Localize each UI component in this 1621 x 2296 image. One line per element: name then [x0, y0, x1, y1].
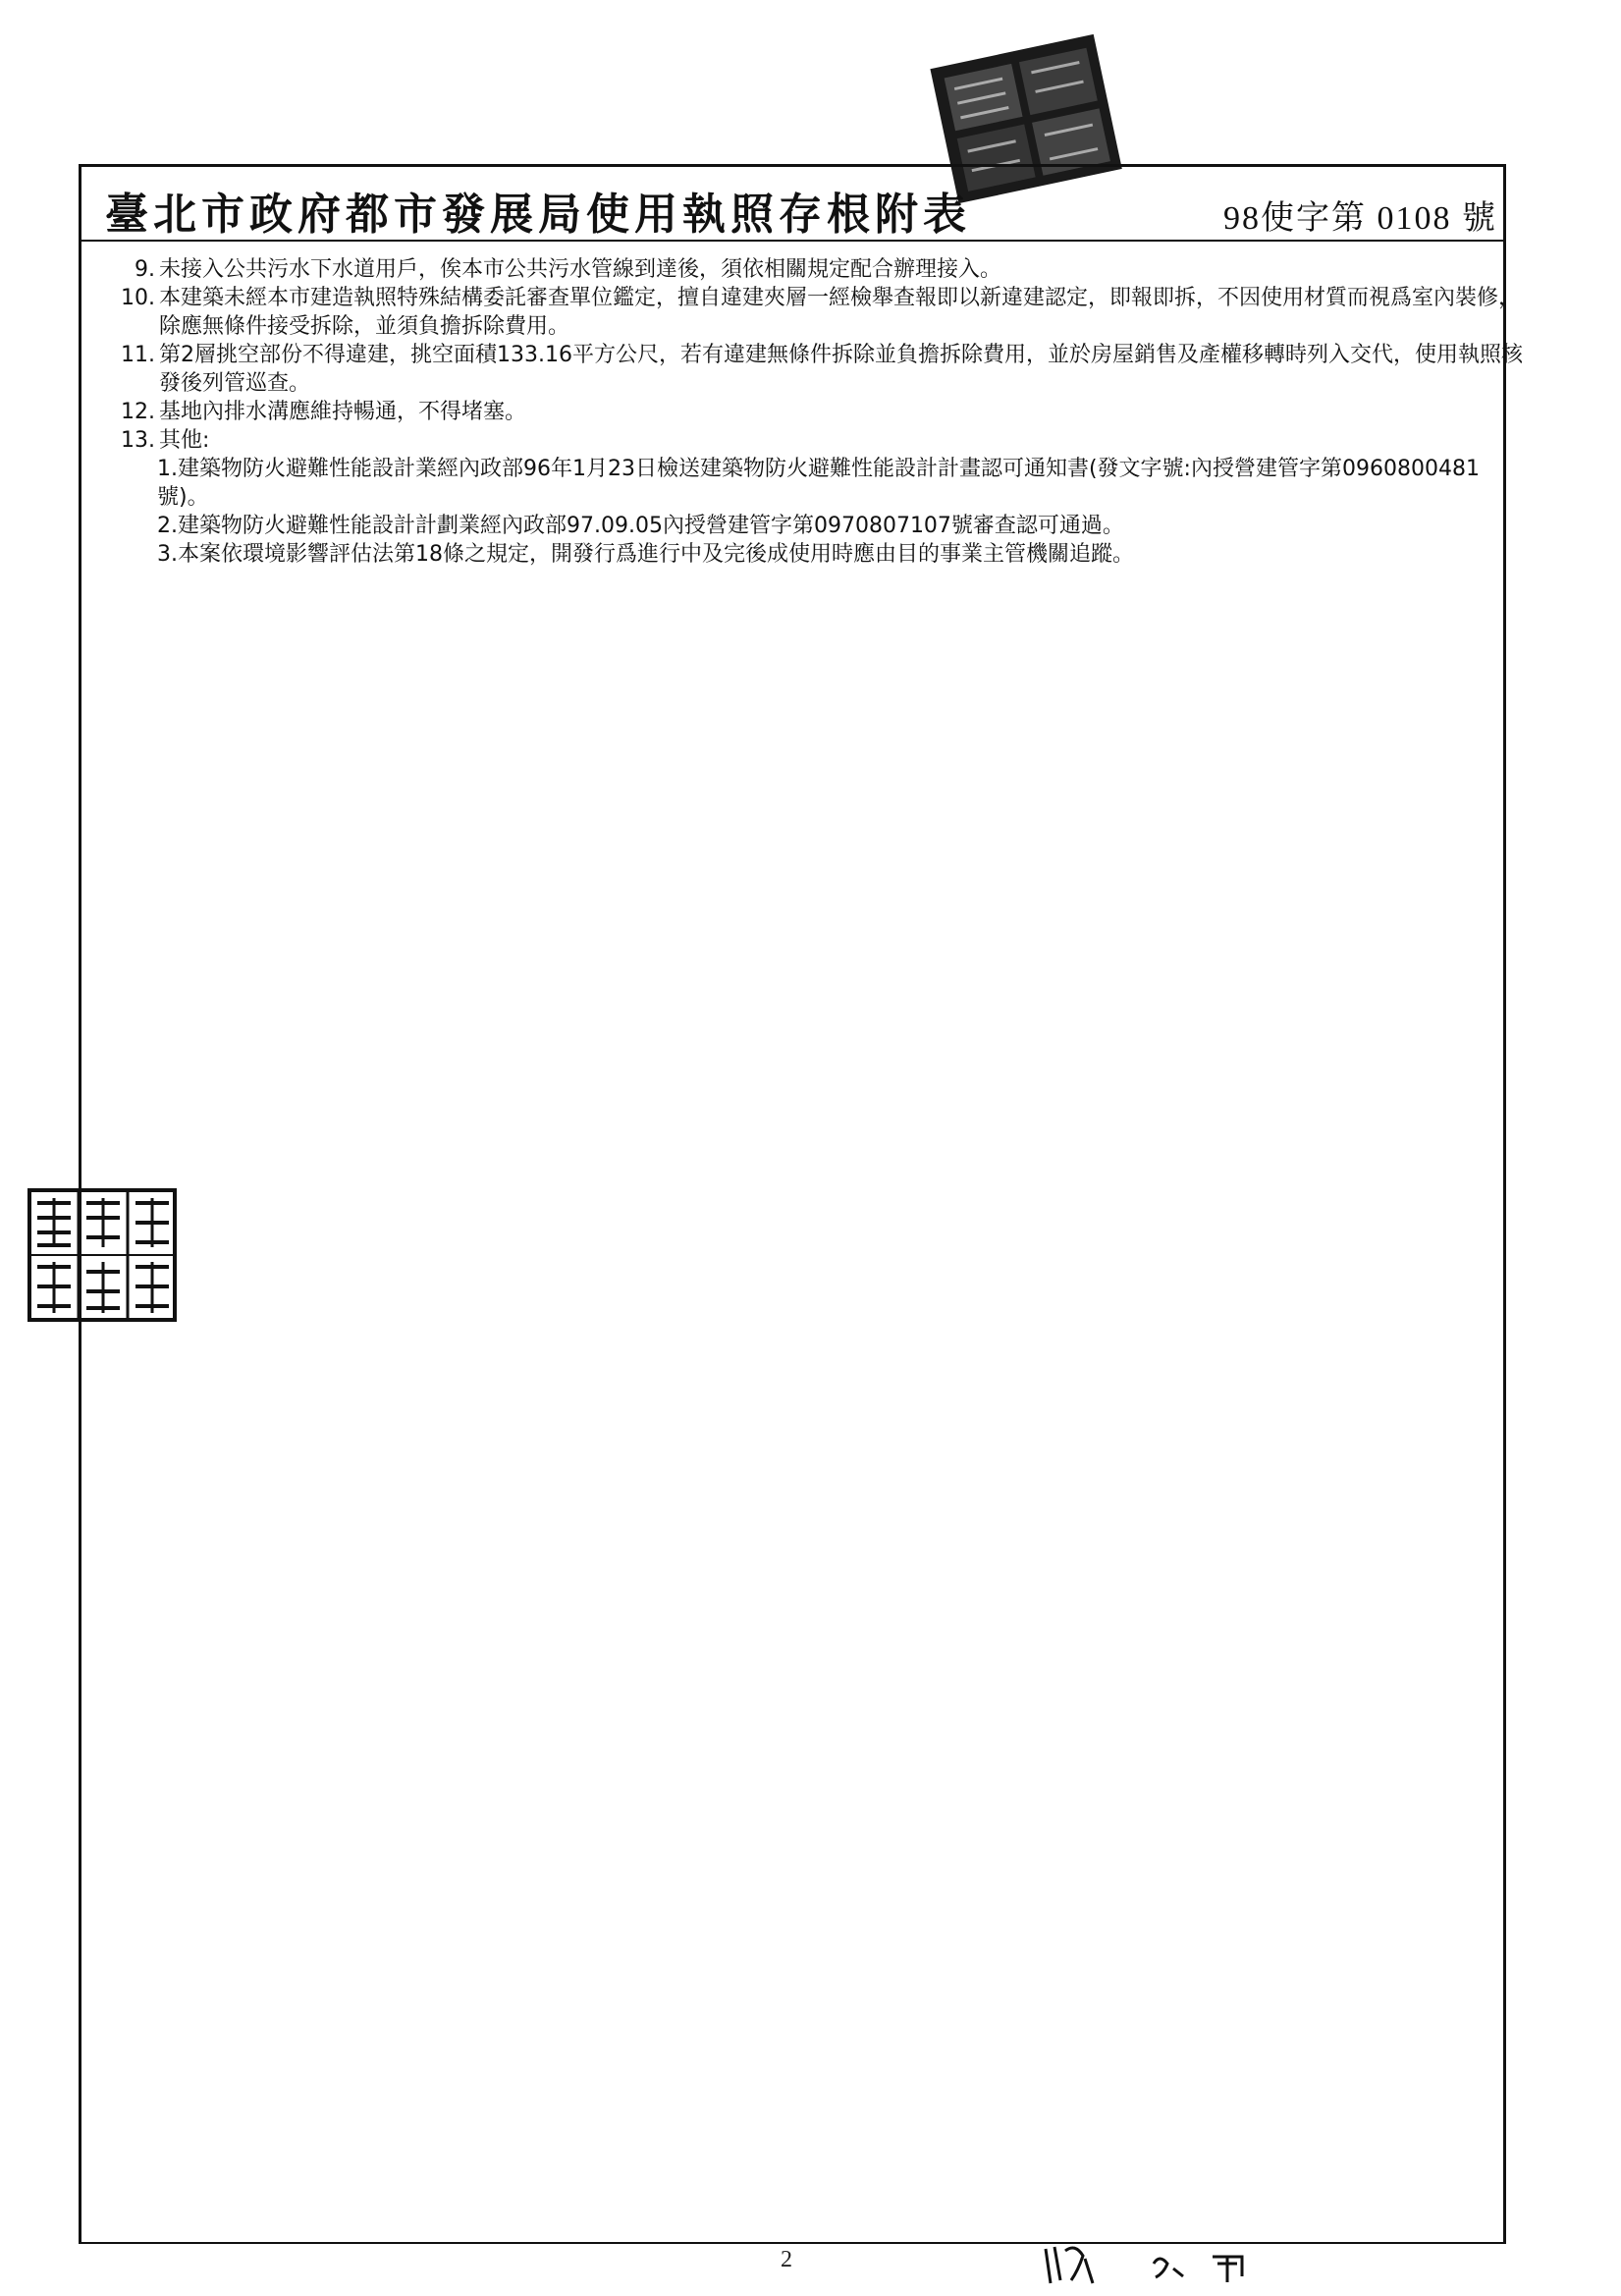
item-number: 12. — [121, 400, 155, 424]
list-item — [118, 398, 1528, 426]
handwritten-signature — [1041, 2239, 1276, 2288]
list-item — [118, 426, 1528, 455]
item-text: 未接入公共污水下水道用戶，俟本市公共污水管線到達後，須依相關規定配合辦理接入。 — [159, 257, 1002, 282]
item-text: 第2層挑空部份不得違建，挑空面積133.16平方公尺，若有違建無條件拆除並負擔拆除費用，並於房屋銷售及產權移轉時列入交代，使用執照核發後列管巡查。 — [159, 343, 1523, 396]
item-text: 本建築未經本市建造執照特殊結構委託審查單位鑑定，擅自違建夾層一經檢舉查報即以新違建認定，即報即拆，不因使用材質而視爲室內裝修，除應無條件接受拆除，並須負擔拆除費用。 — [159, 286, 1521, 339]
document-header — [81, 167, 1503, 242]
sub-list-item — [157, 512, 1528, 540]
official-seal-stamp-left — [27, 1188, 177, 1322]
sub-list — [118, 455, 1528, 569]
sub-list-item — [157, 540, 1528, 569]
item-number: 13. — [121, 428, 155, 453]
item-number: 10. — [121, 286, 155, 310]
sub-item-text: 2.建築物防火避難性能設計計劃業經內政部97.09.05內授營建管字第0970807107號審查認可通過。 — [157, 514, 1124, 538]
list-item — [118, 284, 1528, 341]
item-text: 基地內排水溝應維持暢通，不得堵塞。 — [159, 400, 527, 424]
permit-number: 98使字第 0108 號 — [1223, 200, 1497, 237]
item-number: 9. — [135, 257, 155, 282]
document-body — [118, 255, 1528, 569]
sub-list-item — [157, 455, 1528, 512]
list-item — [118, 255, 1528, 284]
sub-item-text: 3.本案依環境影響評估法第18條之規定，開發行爲進行中及完後成使用時應由目的事業主管機關追蹤。 — [157, 542, 1134, 567]
item-number: 11. — [121, 343, 155, 367]
sub-item-text: 1.建築物防火避難性能設計業經內政部96年1月23日檢送建築物防火避難性能設計計畫認可通知書(發文字號:內授營建管字第0960800481號)。 — [157, 457, 1480, 510]
document-title: 臺北市政府都市發展局使用執照存根附表 — [105, 190, 971, 240]
item-text: 其他: — [159, 428, 210, 453]
page-number: 2 — [781, 2247, 792, 2272]
list-item — [118, 341, 1528, 398]
